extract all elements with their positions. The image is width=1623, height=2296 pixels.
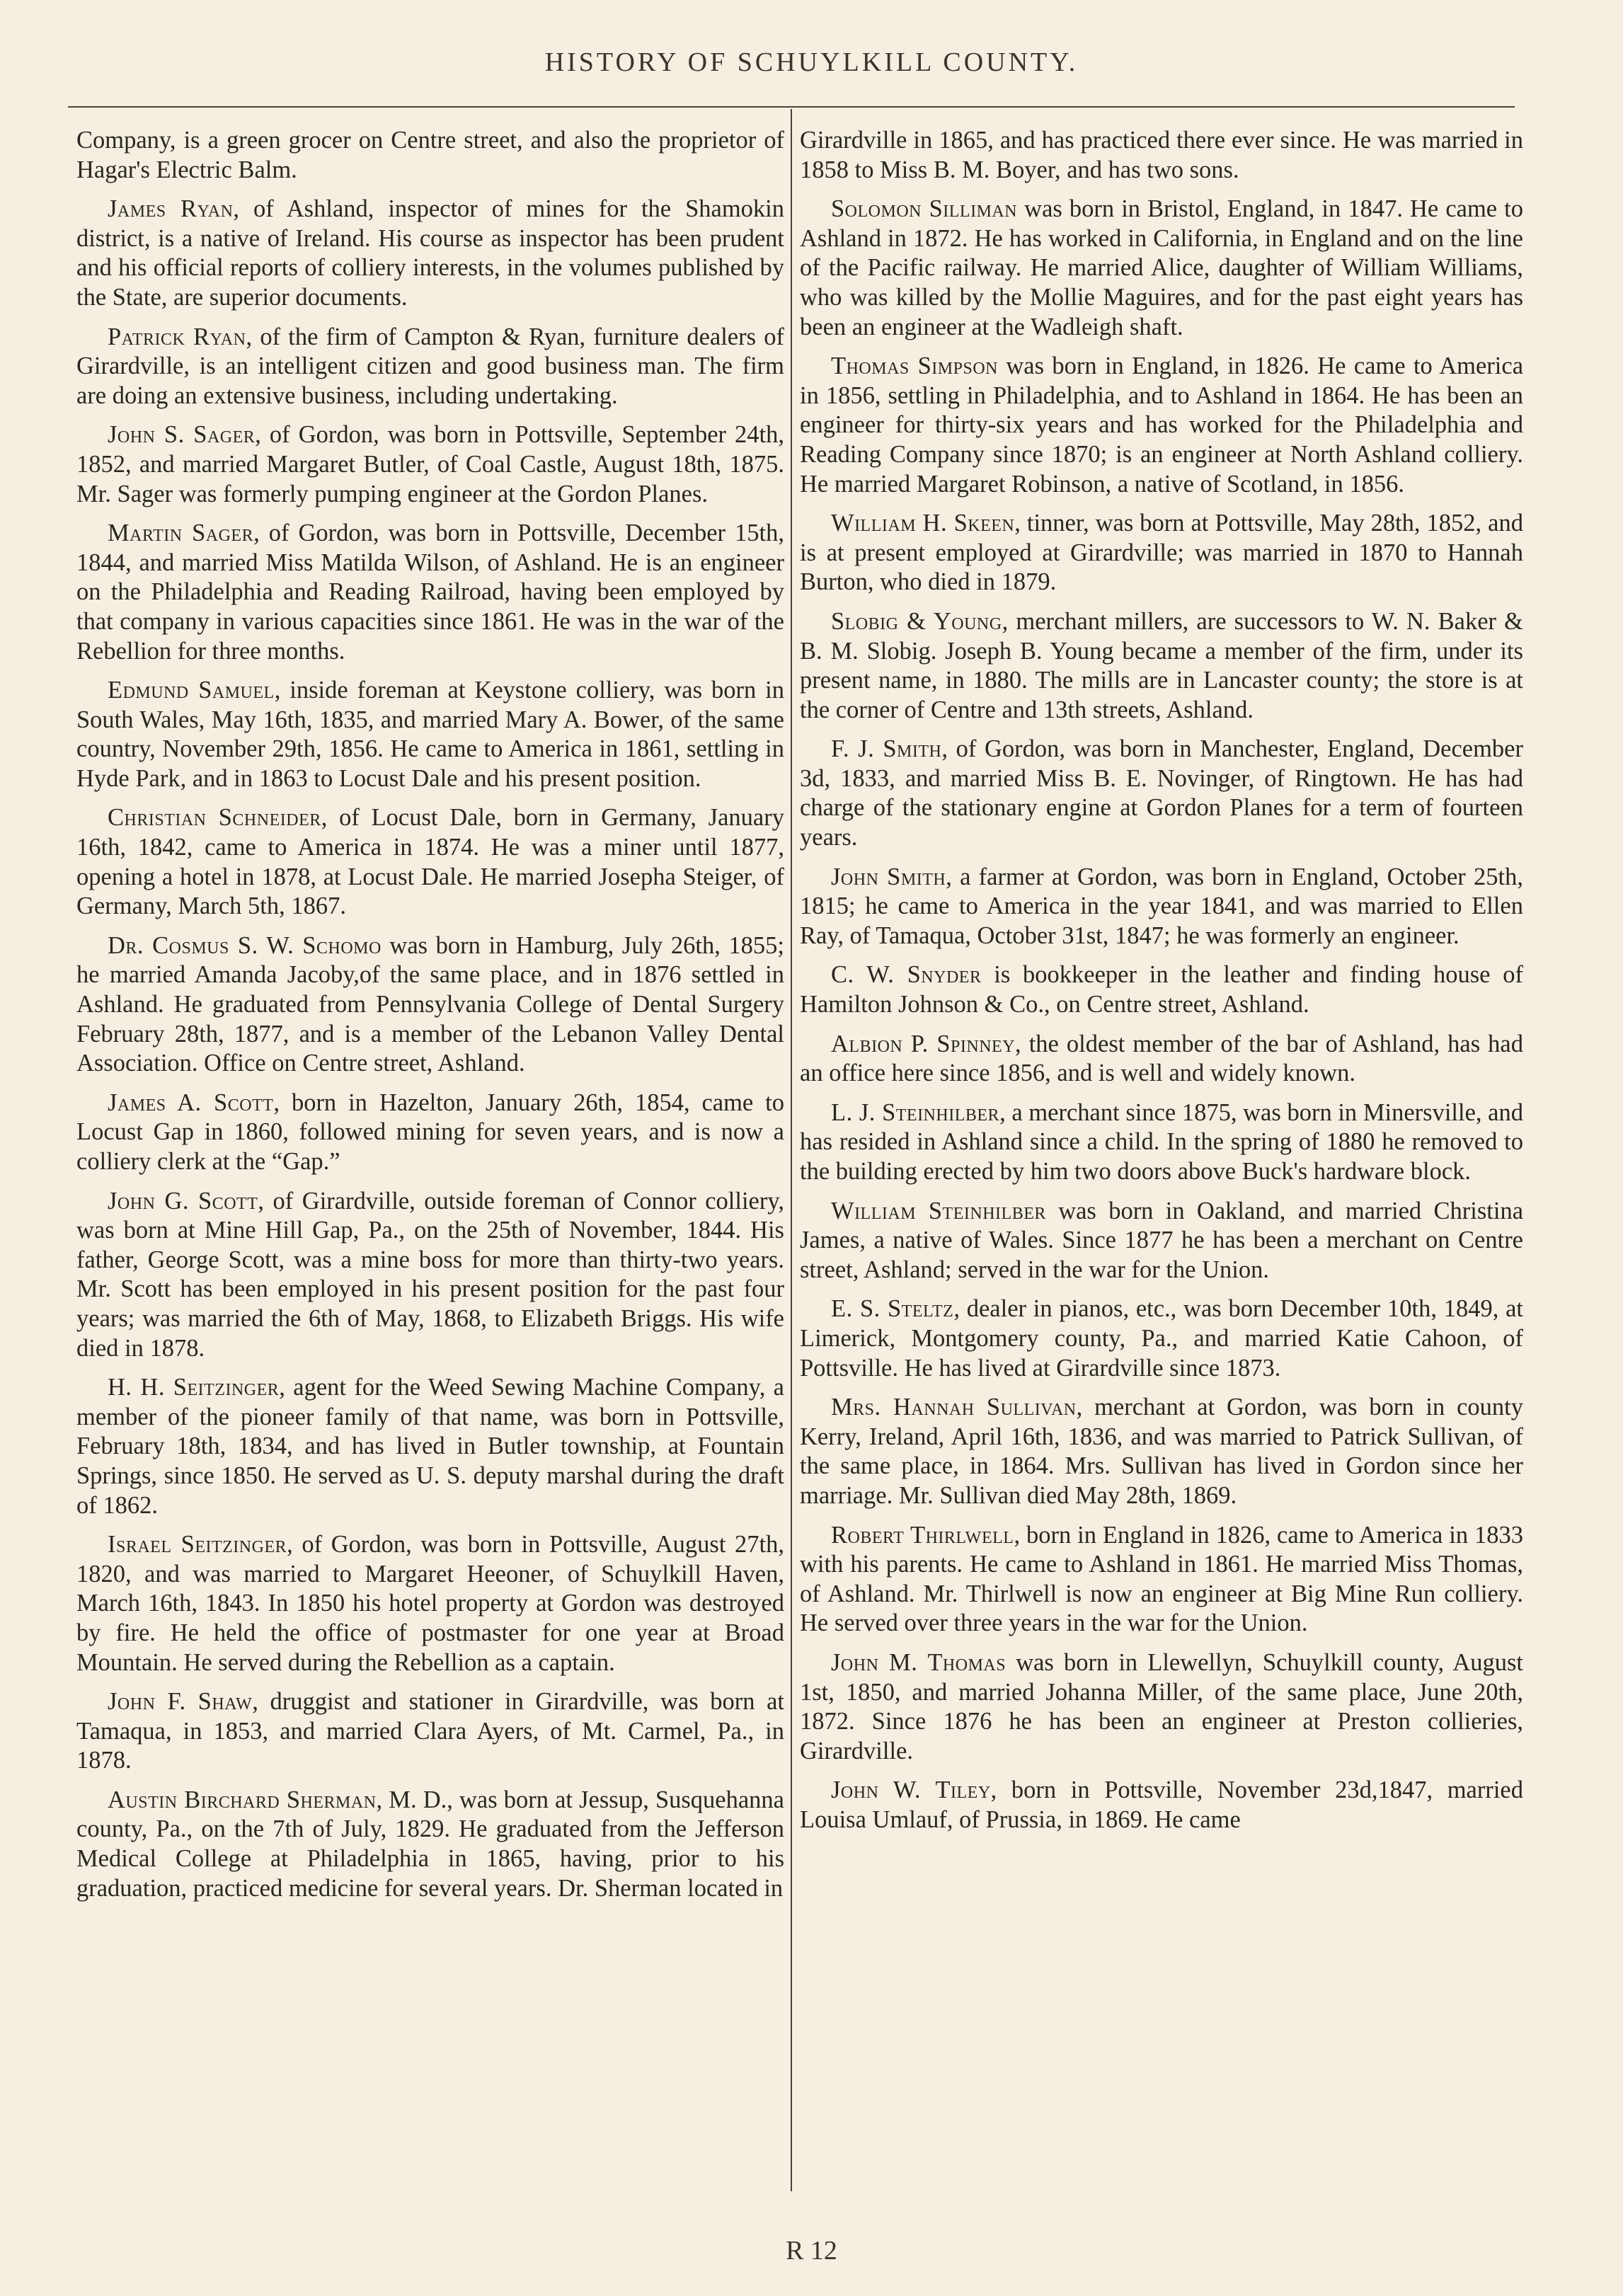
continued-entry: [76, 126, 784, 185]
entry-name: Christian Schneider: [108, 804, 321, 832]
biography-entry: [76, 1089, 784, 1177]
entry-text: , of Gordon, was born in Pottsville, December 15th, 1844, and married Miss Matilda Wilson, of Ashland. He is an engineer on the Philadelphia and Reading Railroad, having been employed by that company in various capacities since 1861. He was in the war of the Rebellion for three months.: [76, 520, 784, 665]
entry-text: , born in Hazelton, January 26th, 1854, came to Locust Gap in 1860, followed mining for seven years, and is now a colliery clerk at the “Gap.”: [76, 1089, 784, 1175]
entry-name: Austin Birchard Sherman: [108, 1786, 377, 1813]
entry-text: , druggist and stationer in Girardville, was born at Tamaqua, in 1853, and married Clara Ayers, of Mt. Carmel, Pa., in 1878.: [76, 1688, 784, 1774]
biography-entry: [800, 1393, 1523, 1510]
entry-text: , the oldest member of the bar of Ashland, has had an office here since 1856, and is well and widely known.: [800, 1030, 1523, 1087]
biography-entry: [76, 1530, 784, 1677]
entry-text: , born in Pottsville, November 23d,1847, married Louisa Umlauf, of Prussia, in 1869. He came: [800, 1776, 1523, 1833]
biography-entry: [76, 1786, 784, 1903]
entry-text: , of Gordon, was born in Pottsville, September 24th, 1852, and married Margaret Butler, of Coal Castle, August 18th, 1875. Mr. Sager was formerly pumping engineer at the Gordon Planes.: [76, 421, 784, 507]
entry-text: , M. D., was born at Jessup, Susquehanna county, Pa., on the 7th of July, 1829. He graduated from the Jefferson Medical College at Philadelphia in 1865, having, prior to his graduation, practiced medicine for several years. Dr. Sherman located in: [76, 1786, 784, 1902]
biography-entry: [800, 509, 1523, 597]
entry-name: James A. Scott: [108, 1089, 274, 1116]
page-signature-mark: R 12: [786, 2236, 837, 2266]
entry-name: E. S. Steltz: [831, 1295, 954, 1323]
entry-text: was born in Llewellyn, Schuylkill county, August 1st, 1850, and married Johanna Miller, of the same place, June 20th, 1872. Since 1876 he has been an engineer at Preston collieries, Girardville.: [800, 1648, 1523, 1764]
column-divider: [791, 109, 792, 2191]
biography-entry: [800, 1776, 1523, 1835]
entry-name: Robert Thirlwell: [831, 1521, 1014, 1549]
entry-text: , merchant millers, are successors to W. N. Baker & B. M. Slobig. Joseph B. Young became a member of the firm, under its present name, in 1880. The mills are in Lancaster county; the store is at the corner of Centre and 13th streets, Ashland.: [800, 607, 1523, 723]
right-column: [800, 126, 1523, 2193]
entry-text: Girardville in 1865, and has practiced there ever since. He was married in 1858 to Miss B. M. Boyer, and has two sons.: [800, 127, 1523, 183]
biography-entry: [76, 519, 784, 666]
entry-name: C. W. Snyder: [831, 961, 982, 989]
left-column: [76, 126, 784, 2193]
entry-name: Thomas Simpson: [831, 352, 998, 380]
entry-text: was born in Hamburg, July 26th, 1855; he married Amanda Jacoby,of the same place, and in 1876 settled in Ashland. He graduated from Pennsylvania College of Dental Surgery February 28th, 1877, and is a member of the Lebanon Valley Dental Association. Office on Centre street, Ashland.: [76, 931, 784, 1077]
entry-text: , a merchant since 1875, was born in Minersville, and has resided in Ashland since a child. In the spring of 1880 he removed to the building erected by him two doors above Buck's hardware block.: [800, 1098, 1523, 1185]
entry-text: was born in Bristol, England, in 1847. He came to Ashland in 1872. He has worked in California, in England and on the line of the Pacific railway. He married Alice, daughter of William Williams, who was killed by the Mollie Maguires, and for the past eight years has been an engineer at the Wadleigh shaft.: [800, 195, 1523, 340]
entry-name: John M. Thomas: [831, 1648, 1007, 1676]
entry-name: Edmund Samuel: [108, 677, 275, 704]
biography-entry: [800, 1030, 1523, 1089]
entry-name: Albion P. Spinney: [831, 1030, 1016, 1057]
biography-entry: [800, 1197, 1523, 1285]
biography-entry: [800, 1098, 1523, 1187]
biography-entry: [800, 1648, 1523, 1766]
entry-text: was born in England, in 1826. He came to America in 1856, settling in Philadelphia, and to Ashland in 1864. He has been an engineer for thirty-six years and has worked for the Philadelphia and Reading Company since 1870; is an engineer at North Ashland colliery. He married Margaret Robinson, a native of Scotland, in 1856.: [800, 352, 1523, 498]
entry-name: John Smith: [831, 863, 946, 890]
entry-text: , dealer in pianos, etc., was born December 10th, 1849, at Limerick, Montgomery county, Pa., and married Katie Cahoon, of Pottsville. He has lived at Girardville since 1873.: [800, 1295, 1523, 1382]
biography-entry: [76, 803, 784, 921]
biography-entry: [800, 1295, 1523, 1383]
biography-entry: [76, 1187, 784, 1364]
entry-text: , of Ashland, inspector of mines for the Shamokin district, is a native of Ireland. His course as inspector has been prudent and his official reports of colliery interests, in the volumes published by the State, are superior documents.: [76, 195, 784, 311]
entry-text: Company, is a green grocer on Centre street, and also the proprietor of Hagar's Electric Balm.: [76, 127, 784, 183]
entry-text: , agent for the Weed Sewing Machine Company, a member of the pioneer family of that name, was born in Pottsville, February 18th, 1834, and has lived in Butler township, at Fountain Springs, since 1850. He served as U. S. deputy marshal during the draft of 1862.: [76, 1374, 784, 1519]
entry-text: , of Gordon, was born in Manchester, England, December 3d, 1833, and married Miss B. E. Novinger, of Ringtown. He has had charge of the stationary engine at Gordon Planes for a term of fourteen years.: [800, 735, 1523, 851]
entry-text: , of Girardville, outside foreman of Connor colliery, was born at Mine Hill Gap, Pa., on the 25th of November, 1844. His father, George Scott, was a mine boss for more than thirty-two years. Mr. Scott has been employed in his present position for the past four years; was married the 6th of May, 1868, to Elizabeth Briggs. His wife died in 1878.: [76, 1187, 784, 1362]
entry-name: Dr. Cosmus S. W. Schomo: [108, 931, 382, 959]
entry-text: , of Locust Dale, born in Germany, January 16th, 1842, came to America in 1874. He was a miner until 1877, opening a hotel in 1878, at Locust Dale. He married Josepha Steiger, of Germany, March 5th, 1867.: [76, 804, 784, 920]
entry-name: John F. Shaw: [108, 1688, 253, 1716]
entry-name: Martin Sager: [108, 520, 254, 547]
biography-entry: [800, 1521, 1523, 1638]
entry-name: James Ryan: [108, 195, 234, 223]
continued-entry: [800, 126, 1523, 185]
entry-name: Patrick Ryan: [108, 323, 246, 350]
entry-name: Mrs. Hannah Sullivan: [831, 1394, 1077, 1421]
page-header: HISTORY OF SCHUYLKILL COUNTY.: [544, 47, 1079, 77]
biography-entry: [800, 960, 1523, 1019]
entry-text: , tinner, was born at Pottsville, May 28th, 1852, and is at present employed at Girardville; was married in 1870 to Hannah Burton, who died in 1879.: [800, 510, 1523, 596]
biography-entry: [76, 1373, 784, 1520]
biography-entry: [800, 195, 1523, 342]
biography-entry: [76, 195, 784, 312]
biography-entry: [800, 352, 1523, 499]
biography-entry: [76, 676, 784, 793]
entry-text: , born in England in 1826, came to America in 1833 with his parents. He came to Ashland in 1861. He married Miss Thomas, of Ashland. Mr. Thirlwell is now an engineer at Big Mine Run colliery. He served over three years in the war for the Union.: [800, 1521, 1523, 1637]
entry-text: , of Gordon, was born in Pottsville, August 27th, 1820, and was married to Margaret Heeoner, of Schuylkill Haven, March 16th, 1843. In 1850 his hotel property at Gordon was destroyed by fire. He held the office of postmaster for one year at Broad Mountain. He served during the Rebellion as a captain.: [76, 1531, 784, 1676]
entry-name: Solomon Silliman: [831, 195, 1018, 223]
entry-name: William H. Skeen: [831, 510, 1015, 537]
biography-entry: [76, 1687, 784, 1776]
header-rule: [68, 106, 1515, 108]
entry-name: H. H. Seitzinger: [108, 1374, 280, 1401]
entry-text: , merchant at Gordon, was born in county Kerry, Ireland, April 16th, 1836, and was married to Patrick Sullivan, of the same place, in 1864. Mrs. Sullivan has lived in Gordon since her marriage. Mr. Sullivan died May 28th, 1869.: [800, 1394, 1523, 1509]
entry-text: , of the firm of Campton & Ryan, furniture dealers of Girardville, is an intelligent citizen and good business man. The firm are doing an extensive business, including undertaking.: [76, 323, 784, 409]
entry-name: L. J. Steinhilber: [831, 1098, 1000, 1126]
entry-text: , inside foreman at Keystone colliery, was born in South Wales, May 16th, 1835, and married Mary A. Bower, of the same country, November 29th, 1856. He came to America in 1861, settling in Hyde Park, and in 1863 to Locust Dale and his present position.: [76, 677, 784, 792]
biography-entry: [800, 607, 1523, 725]
entry-text: , a farmer at Gordon, was born in England, October 25th, 1815; he came to America in the year 1841, and was married to Ellen Ray, of Tamaqua, October 31st, 1847; he was formerly an engineer.: [800, 863, 1523, 949]
entry-name: Israel Seitzinger: [108, 1531, 287, 1559]
entry-name: F. J. Smith: [831, 735, 942, 763]
entry-text: is bookkeeper in the leather and finding house of Hamilton Johnson & Co., on Centre street, Ashland.: [800, 961, 1523, 1018]
entry-name: John S. Sager: [108, 421, 256, 449]
biography-entry: [76, 420, 784, 509]
biography-entry: [76, 931, 784, 1079]
entry-name: William Steinhilber: [831, 1197, 1046, 1224]
biography-entry: [800, 735, 1523, 852]
entry-name: John G. Scott: [108, 1187, 258, 1215]
entry-name: John W. Tiley: [831, 1776, 991, 1804]
biography-entry: [800, 863, 1523, 951]
entry-name: Slobig & Young: [831, 607, 1002, 635]
biography-entry: [76, 323, 784, 411]
entry-text: was born in Oakland, and married Christina James, a native of Wales. Since 1877 he has been a merchant on Centre street, Ashland; served in the war for the Union.: [800, 1197, 1523, 1283]
